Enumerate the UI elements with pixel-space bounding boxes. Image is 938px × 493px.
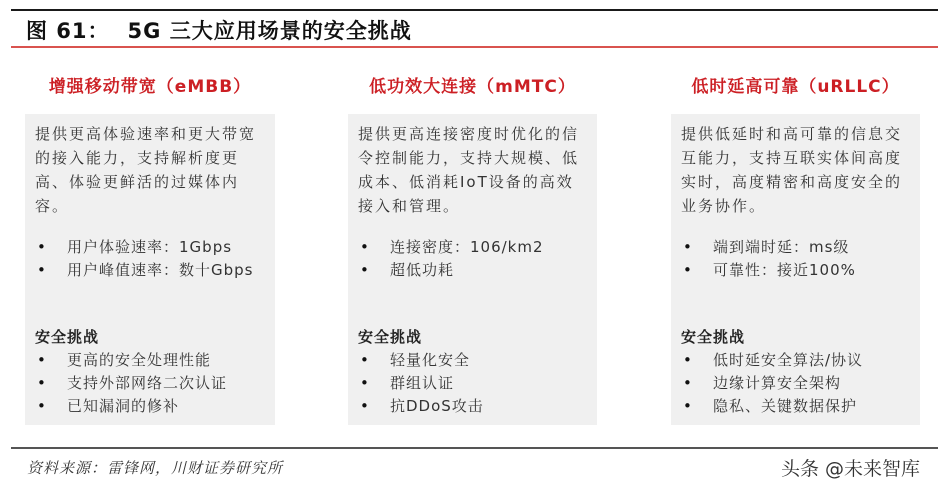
feature-item: • 可靠性：接近100% [681, 259, 910, 282]
security-item: • 轻量化安全 [358, 349, 587, 372]
security-section [358, 326, 587, 418]
feature-list [358, 236, 587, 282]
bullet-icon: • [360, 397, 370, 415]
feature-item: • 用户体验速率：1Gbps [35, 236, 265, 259]
figure-title-text: 5G 三大应用场景的安全挑战 [127, 19, 412, 43]
security-item: • 抗DDoS攻击 [358, 395, 587, 418]
figure-title [26, 15, 412, 45]
security-title: 安全挑战 [681, 328, 746, 346]
top-rule [11, 9, 938, 11]
column-description: 提供更高体验速率和更大带宽的接入能力，支持解析度更高、体验更鲜活的过媒体内容。 [35, 125, 257, 215]
bullet-icon: • [683, 374, 693, 392]
feature-list [35, 236, 265, 282]
security-item: • 支持外部网络二次认证 [35, 372, 265, 395]
security-section [681, 326, 910, 418]
security-item: • 边缘计算安全架构 [681, 372, 910, 395]
bullet-icon: • [360, 374, 370, 392]
bullet-icon: • [360, 351, 370, 369]
security-item: • 更高的安全处理性能 [35, 349, 265, 372]
bullet-icon: • [683, 261, 693, 279]
column-heading: 低功效大连接（mMTC） [369, 77, 576, 97]
bullet-icon: • [683, 397, 693, 415]
feature-item: • 连接密度：106/km2 [358, 236, 587, 259]
security-title: 安全挑战 [35, 328, 100, 346]
bullet-icon: • [37, 397, 47, 415]
column-box [348, 114, 597, 425]
source-note: 资料来源：雷锋网，川财证券研究所 [27, 459, 284, 477]
feature-item: • 超低功耗 [358, 259, 587, 282]
bullet-icon: • [360, 238, 370, 256]
bullet-icon: • [683, 238, 693, 256]
bullet-icon: • [37, 351, 47, 369]
security-item: • 隐私、关键数据保护 [681, 395, 910, 418]
title-underline [11, 46, 938, 48]
security-item: • 群组认证 [358, 372, 587, 395]
bullet-icon: • [360, 261, 370, 279]
footer-rule [11, 447, 938, 449]
bullet-icon: • [37, 238, 47, 256]
bullet-icon: • [683, 351, 693, 369]
security-list [358, 349, 587, 418]
bullet-icon: • [37, 261, 47, 279]
column-description: 提供更高连接密度时优化的信令控制能力，支持大规模、低成本、低消耗IoT设备的高效接入和管理。 [358, 125, 580, 215]
column-box [671, 114, 920, 425]
security-list [681, 349, 910, 418]
feature-list [681, 236, 910, 282]
watermark: 头条 @未来智库 [780, 458, 920, 480]
security-title: 安全挑战 [358, 328, 423, 346]
column-description: 提供低延时和高可靠的信息交互能力，支持互联实体间高度实时，高度精密和高度安全的业务协作。 [681, 125, 903, 215]
bullet-icon: • [37, 374, 47, 392]
feature-item: • 端到端时延：ms级 [681, 236, 910, 259]
figure-label: 图 61： [26, 19, 110, 43]
feature-item: • 用户峰值速率：数十Gbps [35, 259, 265, 282]
security-item: • 低时延安全算法/协议 [681, 349, 910, 372]
column-heading: 低时延高可靠（uRLLC） [691, 77, 900, 97]
column-box [25, 114, 275, 425]
security-list [35, 349, 265, 418]
security-section [35, 326, 265, 418]
security-item: • 已知漏洞的修补 [35, 395, 265, 418]
column-heading: 增强移动带宽（eMBB） [48, 77, 252, 97]
